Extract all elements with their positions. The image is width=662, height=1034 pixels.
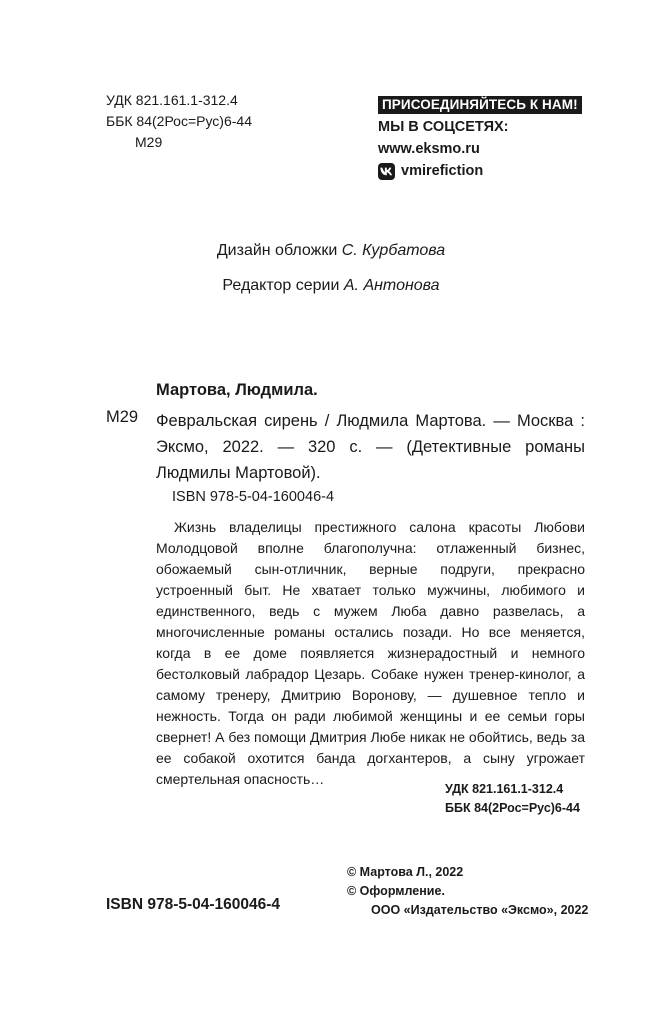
udk-code: УДК 821.161.1-312.4 xyxy=(106,92,238,108)
series-editor-credit xyxy=(0,277,662,295)
annotation-text: Жизнь владелицы престижного салона красоты Любови Молодцовой вполне благополучна: отлаженный бизнес, обожаемый сын-отличник, верные подруги, прекрасно устроенный быт. Не хватает только мужчины, любимого и единственного, ведь с мужем Люба давно развелась, а многочисленные романы остались позади. Но все меняется, когда в ее доме появляется жизнерадостный и немного бестолковый лабрадор Цезарь. Собаке нужен тренер-кинолог, а самому тренеру, Дмитрию Воронову, — душевное тепло и нежность. Тогда он ради любимой женщины и ее семьи горы свернет! А без помощи Дмитрия Любе никак не обойтись, ведь за ее собакой охотится банда догхантеров, а сыну угрожает смертельная опасность… xyxy=(156,519,585,787)
copyright-publisher: ООО «Издательство «Эксмо», 2022 xyxy=(371,903,589,917)
social-label: МЫ В СОЦСЕТЯХ: xyxy=(378,119,509,135)
copyright-author: © Мартова Л., 2022 xyxy=(347,865,464,879)
cover-design-credit xyxy=(0,242,662,260)
social-block xyxy=(378,96,618,182)
vk-row xyxy=(378,160,618,182)
join-banner: ПРИСОЕДИНЯЙТЕСЬ К НАМ! xyxy=(378,96,582,114)
series-editor-name: А. Антонова xyxy=(343,277,440,294)
series-editor-label: Редактор серии xyxy=(222,277,340,294)
record-author-mark: М29 xyxy=(106,408,139,426)
author-mark-code: М29 xyxy=(135,134,163,150)
isbn-bottom: ISBN 978-5-04-160046-4 xyxy=(106,896,281,913)
copyright-block xyxy=(347,863,588,920)
record-author: Мартова, Людмила. xyxy=(156,381,318,399)
vk-handle: vmirefiction xyxy=(401,163,484,179)
cover-design-label: Дизайн обложки xyxy=(216,242,338,259)
classification-codes xyxy=(106,90,252,153)
udk-code-bottom: УДК 821.161.1-312.4 xyxy=(445,782,564,796)
vk-icon xyxy=(378,163,395,180)
record-description: Февральская сирень / Людмила Мартова. — Москва : Эксмо, 2022. — 320 с. — (Детективные романы Людмилы Мартовой). xyxy=(156,412,585,482)
copyright-design: © Оформление. xyxy=(347,884,445,898)
classification-codes-bottom xyxy=(445,780,580,818)
bbk-code: ББК 84(2Рос=Рус)6-44 xyxy=(106,113,252,129)
site-link: www.eksmo.ru xyxy=(378,141,480,157)
bbk-code-bottom: ББК 84(2Рос=Рус)6-44 xyxy=(445,801,580,815)
record-isbn: ISBN 978-5-04-160046-4 xyxy=(172,489,335,505)
cover-designer-name: С. Курбатова xyxy=(341,242,446,259)
